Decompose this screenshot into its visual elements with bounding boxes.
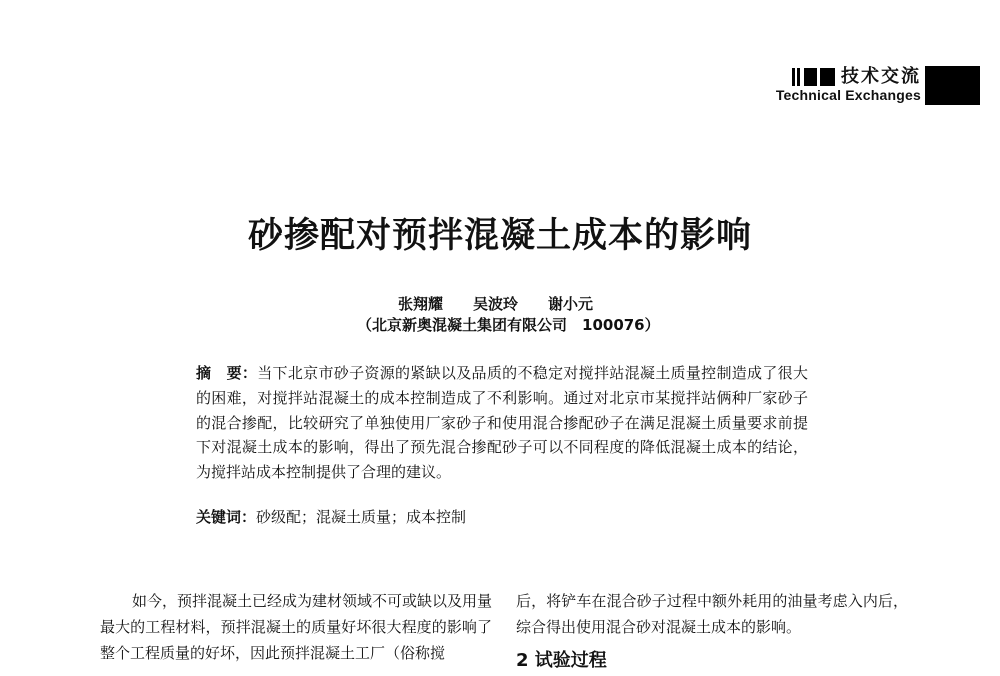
header-bar-icon (792, 68, 795, 86)
header-bar-icon (820, 68, 835, 86)
article-authors: 张翔耀 吴波玲 谢小元 (398, 295, 594, 313)
column-header-text (776, 66, 921, 105)
header-black-block (925, 66, 980, 105)
abstract-label: 摘 要： (196, 364, 258, 382)
body-paragraph: 如今，预拌混凝土已经成为建材领域不可或缺以及用量最大的工程材料，预拌混凝土的质量好坏很大程度的影响了整个工程质量的好坏，因此预拌混凝土工厂（俗称搅 (100, 592, 493, 662)
article-affiliation: （北京新奥混凝土集团有限公司 100076） (357, 316, 660, 334)
keywords-text: 砂级配；混凝土质量；成本控制 (256, 508, 467, 526)
keywords (196, 506, 808, 528)
body-column-right (516, 588, 908, 676)
header-bar-icon (797, 68, 800, 86)
column-title-cn: 技术交流 (841, 66, 921, 87)
header-bar-icon (804, 68, 817, 86)
section-heading: 2 试验过程 (516, 650, 607, 671)
keywords-label: 关键词： (196, 508, 257, 526)
column-header (776, 66, 980, 105)
body-column-left (100, 588, 492, 666)
abstract-text: 当下北京市砂子资源的紧缺以及品质的不稳定对搅拌站混凝土质量控制造成了很大的困难，对搅拌站混凝土的成本控制造成了不利影响。通过对北京市某搅拌站俩种厂家砂子的混合掺配，比较研究了单独使用厂家砂子和使用混合掺配砂子在满足混凝土质量要求前提下对混凝土成本的影响，得出了预先混合掺配砂子可以不同程度的降低混凝土成本的结论，为搅拌站成本控制提供了合理的建议。 (196, 364, 808, 482)
article-title: 砂掺配对预拌混凝土成本的影响 (247, 216, 752, 256)
body-paragraph: 后，将铲车在混合砂子过程中额外耗用的油量考虑入内后，综合得出使用混合砂对混凝土成本的影响。 (516, 592, 908, 636)
column-title-en: Technical Exchanges (775, 87, 921, 103)
abstract (196, 361, 808, 485)
column-header-row (792, 66, 921, 88)
